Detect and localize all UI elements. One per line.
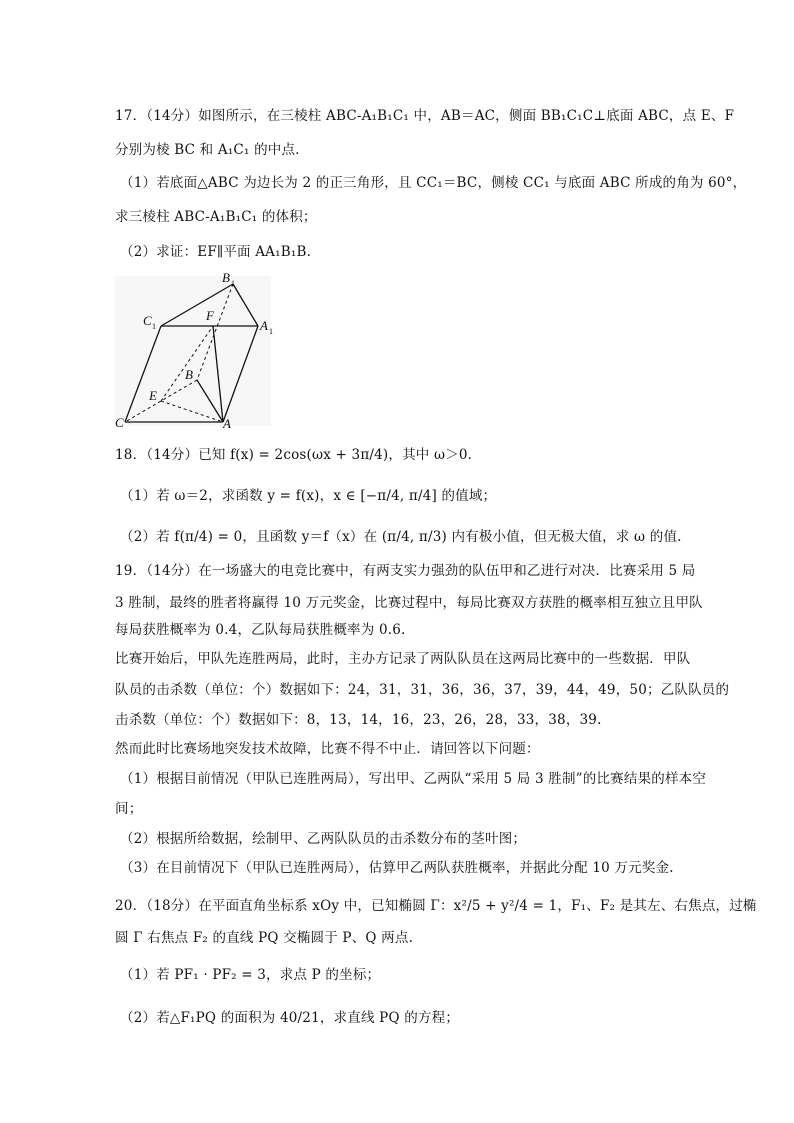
q19-part2: （2）根据所给数据，绘制甲、乙两队队员的击杀数分布的茎叶图； (120, 831, 527, 847)
q17-stem-line2: 分别为棱 BC 和 A₁C₁ 的中点. (115, 142, 300, 158)
prism-figure (113, 268, 273, 430)
figure-background (115, 276, 271, 426)
q18-stem: 18．（14分）已知 f(x) = 2cos(ωx + 3π/4)，其中 ω＞0. (115, 447, 473, 463)
label-c1-sub: 1 (152, 322, 156, 331)
q19-part3: （3）在目前情况下（甲队已连胜两局），估算甲乙两队获胜概率，并据此分配 10 万元奖金. (120, 860, 674, 876)
q17-part1-line2: 求三棱柱 ABC-A₁B₁C₁ 的体积； (115, 209, 317, 225)
label-a: A (223, 416, 231, 430)
q20-part2: （2）若△F₁PQ 的面积为 40/21，求直线 PQ 的方程； (120, 1010, 460, 1026)
label-f: F (206, 308, 214, 323)
label-e: E (149, 388, 157, 403)
q17-part1-line1: （1）若底面△ABC 为边长为 2 的正三角形，且 CC₁＝BC，侧棱 CC₁ 与底面 ABC 所成的角为 60°， (120, 175, 747, 191)
q20-part1: （1）若 PF₁ · PF₂ = 3，求点 P 的坐标； (120, 967, 381, 983)
q18-part2: （2）若 f(π/4) = 0，且函数 y＝f（x）在 (π/4, π/3) 内有极小值，但无极大值，求 ω 的值. (120, 529, 682, 545)
q19-part1-line2: 间； (115, 801, 143, 817)
label-a1: A (260, 318, 268, 333)
prism-diagram (113, 268, 273, 430)
q20-stem-line1: 20．（18分）在平面直角坐标系 xOy 中，已知椭圆 Γ：x²/5 + y²/4 = 1，F₁、F₂ 是其左、右焦点，过椭 (115, 898, 757, 914)
label-b1-sub: 1 (231, 279, 235, 288)
q19-stem-line4: 比赛开始后，甲队先连胜两局，此时，主办方记录了两队队员在这两局比赛中的一些数据．甲队 (115, 651, 691, 667)
q19-stem-line3: 每局获胜概率为 0.4，乙队每局获胜概率为 0.6. (115, 622, 406, 638)
q20-stem-line2: 圆 Γ 右焦点 F₂ 的直线 PQ 交椭圆于 P、Q 两点. (115, 930, 414, 946)
label-b: B (185, 367, 193, 382)
q17-stem-line1: 17．（14分）如图所示，在三棱柱 ABC-A₁B₁C₁ 中，AB＝AC，侧面 BB₁C₁C⊥底面 ABC，点 E、F (115, 108, 735, 124)
q19-stem-line2: 3 胜制，最终的胜者将赢得 10 万元奖金，比赛过程中，每局比赛双方获胜的概率相互独立且甲队 (115, 595, 703, 611)
q19-stem-line5: 队员的击杀数（单位：个）数据如下：24，31，31，36，36，37，39，44，49，50；乙队队员的 (115, 682, 730, 698)
q19-stem-line1: 19．（14分）在一场盛大的电竞比赛中，有两支实力强劲的队伍甲和乙进行对决．比赛采用 5 局 (115, 563, 696, 579)
label-c: C (115, 415, 124, 430)
q19-stem-line7: 然而此时比赛场地突发技术故障，比赛不得不中止．请回答以下问题： (115, 741, 540, 757)
label-c1: C (143, 313, 152, 328)
label-a1-sub: 1 (269, 327, 273, 336)
label-b1: B (222, 270, 230, 285)
q17-part2: （2）求证：EF∥平面 AA₁B₁B. (120, 244, 312, 260)
q19-stem-line6: 击杀数（单位：个）数据如下：8，13，14，16，23，26，28，33，38，39. (115, 712, 602, 728)
q19-part1-line1: （1）根据目前情况（甲队已连胜两局），写出甲、乙两队“采用 5 局 3 胜制”的比赛结果的样本空 (120, 771, 707, 787)
q18-part1: （1）若 ω＝2，求函数 y = f(x)，x ∈ [−π/4, π/4] 的值域； (120, 488, 497, 504)
